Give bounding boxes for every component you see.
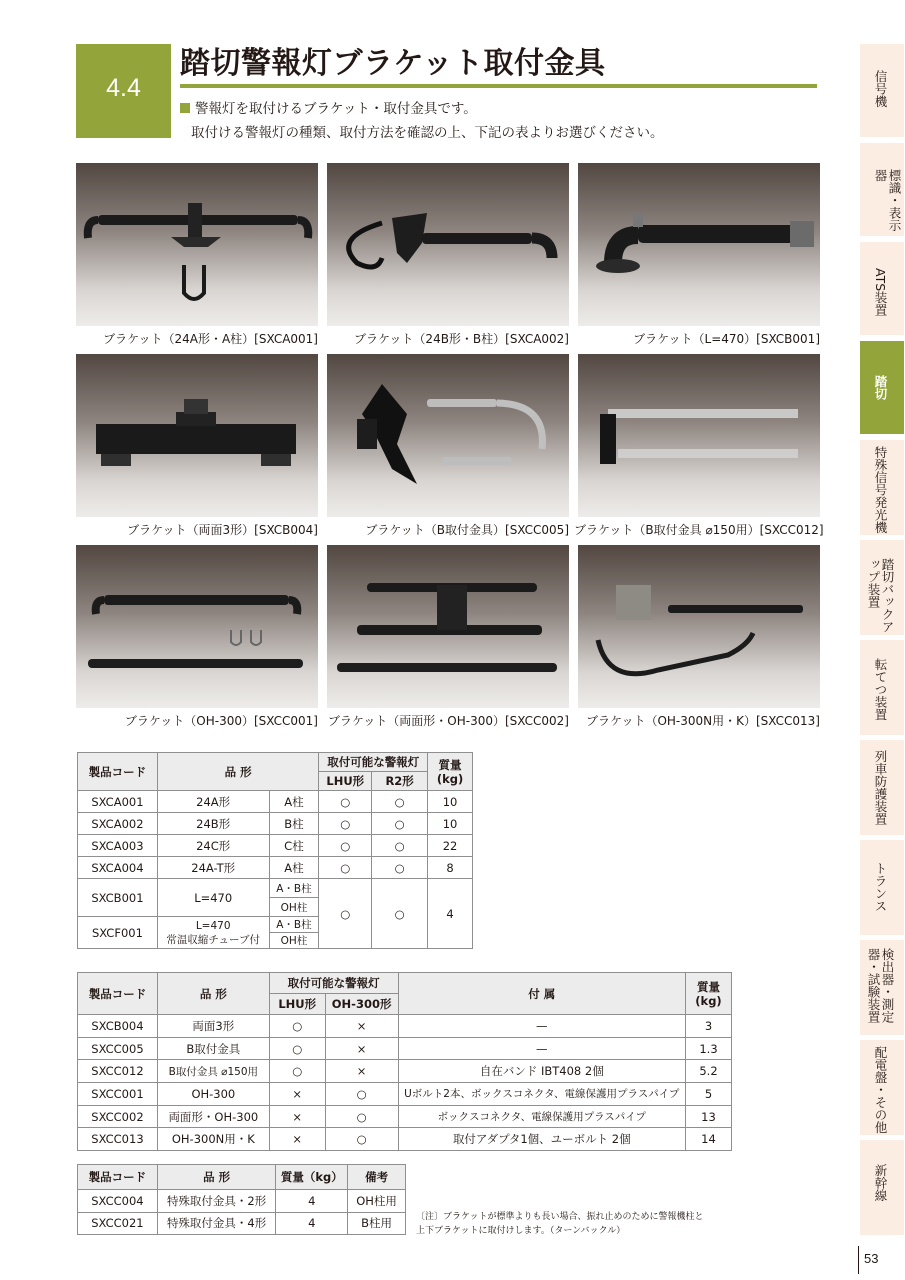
- spec-table-1: [77, 752, 473, 949]
- section-number: 4.4: [106, 74, 141, 102]
- table-row: SXCC005 B取付金具 ○ × — 1.3: [78, 1037, 732, 1060]
- photo-caption: ブラケット（24B形・B柱）[SXCA002]: [354, 332, 569, 346]
- header-code: 製品コード: [78, 1165, 158, 1190]
- header-shape: 品 形: [157, 753, 319, 791]
- footnote: 〔注〕ブラケットが標準よりも長い場合、振れ止めのために警報機柱と 上下ブラケットに取付けします。（ターンバックル）: [416, 1212, 704, 1236]
- title-underline: [180, 84, 817, 88]
- photo-bracket-24b: [327, 163, 569, 326]
- side-tab-train-protection[interactable]: 列車防護装置: [860, 740, 904, 835]
- side-tab-detector[interactable]: 検出器・測定器・試験装置: [860, 940, 904, 1035]
- table-row: SXCA003 24C形 C柱 ○ ○ 22: [78, 835, 473, 857]
- header-lhu: LHU形: [269, 994, 325, 1015]
- photo-caption: ブラケット（B取付金具 ⌀150用）[SXCC012]: [574, 523, 824, 537]
- table-row: SXCA004 24A-T形 A柱 ○ ○ 8: [78, 857, 473, 879]
- side-tab-shinkansen[interactable]: 新幹線: [860, 1140, 904, 1235]
- header-weight: 質量（kg）: [276, 1165, 348, 1190]
- photo-bracket-b-mount-150: [578, 354, 820, 517]
- table-row: OH柱: [78, 898, 473, 917]
- photo-bracket-ryomen3: [76, 354, 318, 517]
- page-number-rule: [858, 1246, 859, 1274]
- header-oh300: OH-300形: [325, 994, 398, 1015]
- section-number-box: [76, 44, 171, 138]
- table-row: SXCB001 L=470 A・B柱 ○ ○ 4: [78, 879, 473, 898]
- photo-bracket-l470: [578, 163, 820, 326]
- table-row: SXCC004 特殊取付金具・2形 4 OH柱用: [78, 1190, 406, 1213]
- table-row: SXCB004 両面3形 ○ × — 3: [78, 1015, 732, 1038]
- photo-caption: ブラケット（両面形・OH-300）[SXCC002]: [327, 714, 569, 728]
- table-row: SXCC002 両面形・OH-300 × ○ ボックスコネクタ、電線保護用プラスパイプ 13: [78, 1105, 732, 1128]
- table-row: SXCC001 OH-300 × ○ Uボルト2本、ボックスコネクタ、電線保護用プラスパイプ 5: [78, 1083, 732, 1106]
- table-row: OH柱: [78, 933, 473, 949]
- page-number: 53: [864, 1251, 879, 1266]
- table-row: SXCA002 24B形 B柱 ○ ○ 10: [78, 813, 473, 835]
- photo-caption: ブラケット（両面3形）[SXCB004]: [127, 523, 318, 537]
- table-row: SXCC021 特殊取付金具・4形 4 B柱用: [78, 1212, 406, 1235]
- table-row: SXCA001 24A形 A柱 ○ ○ 10: [78, 791, 473, 813]
- photo-bracket-24a: [76, 163, 318, 326]
- header-lhu: LHU形: [319, 772, 372, 791]
- spec-table-2: [77, 972, 732, 1151]
- intro-line-1: 警報灯を取付けるブラケット・取付金具です。: [180, 97, 477, 117]
- table-row: SXCF001 L=470 常温収縮チューブ付 A・B柱: [78, 917, 473, 933]
- header-r2: R2形: [372, 772, 428, 791]
- photo-caption: ブラケット（OH-300N用・K）[SXCC013]: [586, 714, 820, 728]
- side-tab-signs[interactable]: 標識・表示器: [860, 143, 904, 236]
- side-tab-backup[interactable]: 踏切バックアップ装置: [860, 540, 904, 635]
- header-shape: 品 形: [157, 973, 269, 1015]
- side-tab-ats[interactable]: ATS装置: [860, 242, 904, 335]
- photo-bracket-b-mount: [327, 354, 569, 517]
- photo-bracket-ryomen-oh300: [327, 545, 569, 708]
- side-tab-switch[interactable]: 転てつ装置: [860, 640, 904, 735]
- photo-caption: ブラケット（B取付金具）[SXCC005]: [365, 523, 569, 537]
- header-weight: 質量 (kg): [686, 973, 732, 1015]
- intro-line-2: 取付ける警報灯の種類、取付方法を確認の上、下記の表よりお選びください。: [191, 125, 664, 141]
- header-lamp: 取付可能な警報灯: [269, 973, 398, 994]
- side-tab-crossing[interactable]: 踏切: [860, 341, 904, 434]
- table-row: SXCC012 B取付金具 ⌀150用 ○ × 自在バンド IBT408 2個 5.2: [78, 1060, 732, 1083]
- side-tab-transformer[interactable]: トランス: [860, 840, 904, 935]
- header-weight: 質量 (kg): [428, 753, 473, 791]
- spec-table-3: [77, 1164, 406, 1235]
- table-row: SXCC013 OH-300N用・K × ○ 取付アダプタ1個、ユーボルト 2個 14: [78, 1128, 732, 1151]
- header-note: 備考: [348, 1165, 406, 1190]
- header-lamp: 取付可能な警報灯: [319, 753, 428, 772]
- photo-caption: ブラケット（L=470）[SXCB001]: [633, 332, 820, 346]
- photo-caption: ブラケット（OH-300）[SXCC001]: [124, 714, 318, 728]
- photo-bracket-oh300: [76, 545, 318, 708]
- page-title: 踏切警報灯ブラケット取付金具: [180, 46, 606, 81]
- photo-bracket-oh300n: [578, 545, 820, 708]
- header-code: 製品コード: [78, 973, 158, 1015]
- photo-caption: ブラケット（24A形・A柱）[SXCA001]: [103, 332, 318, 346]
- square-bullet-icon: [180, 103, 190, 113]
- side-tab-panel[interactable]: 配電盤・その他: [860, 1040, 904, 1135]
- header-shape: 品 形: [157, 1165, 276, 1190]
- side-tab-signal[interactable]: 信号機: [860, 44, 904, 137]
- header-accessories: 付 属: [398, 973, 685, 1015]
- side-tab-special-signal[interactable]: 特殊信号発光機: [860, 440, 904, 535]
- header-code: 製品コード: [78, 753, 158, 791]
